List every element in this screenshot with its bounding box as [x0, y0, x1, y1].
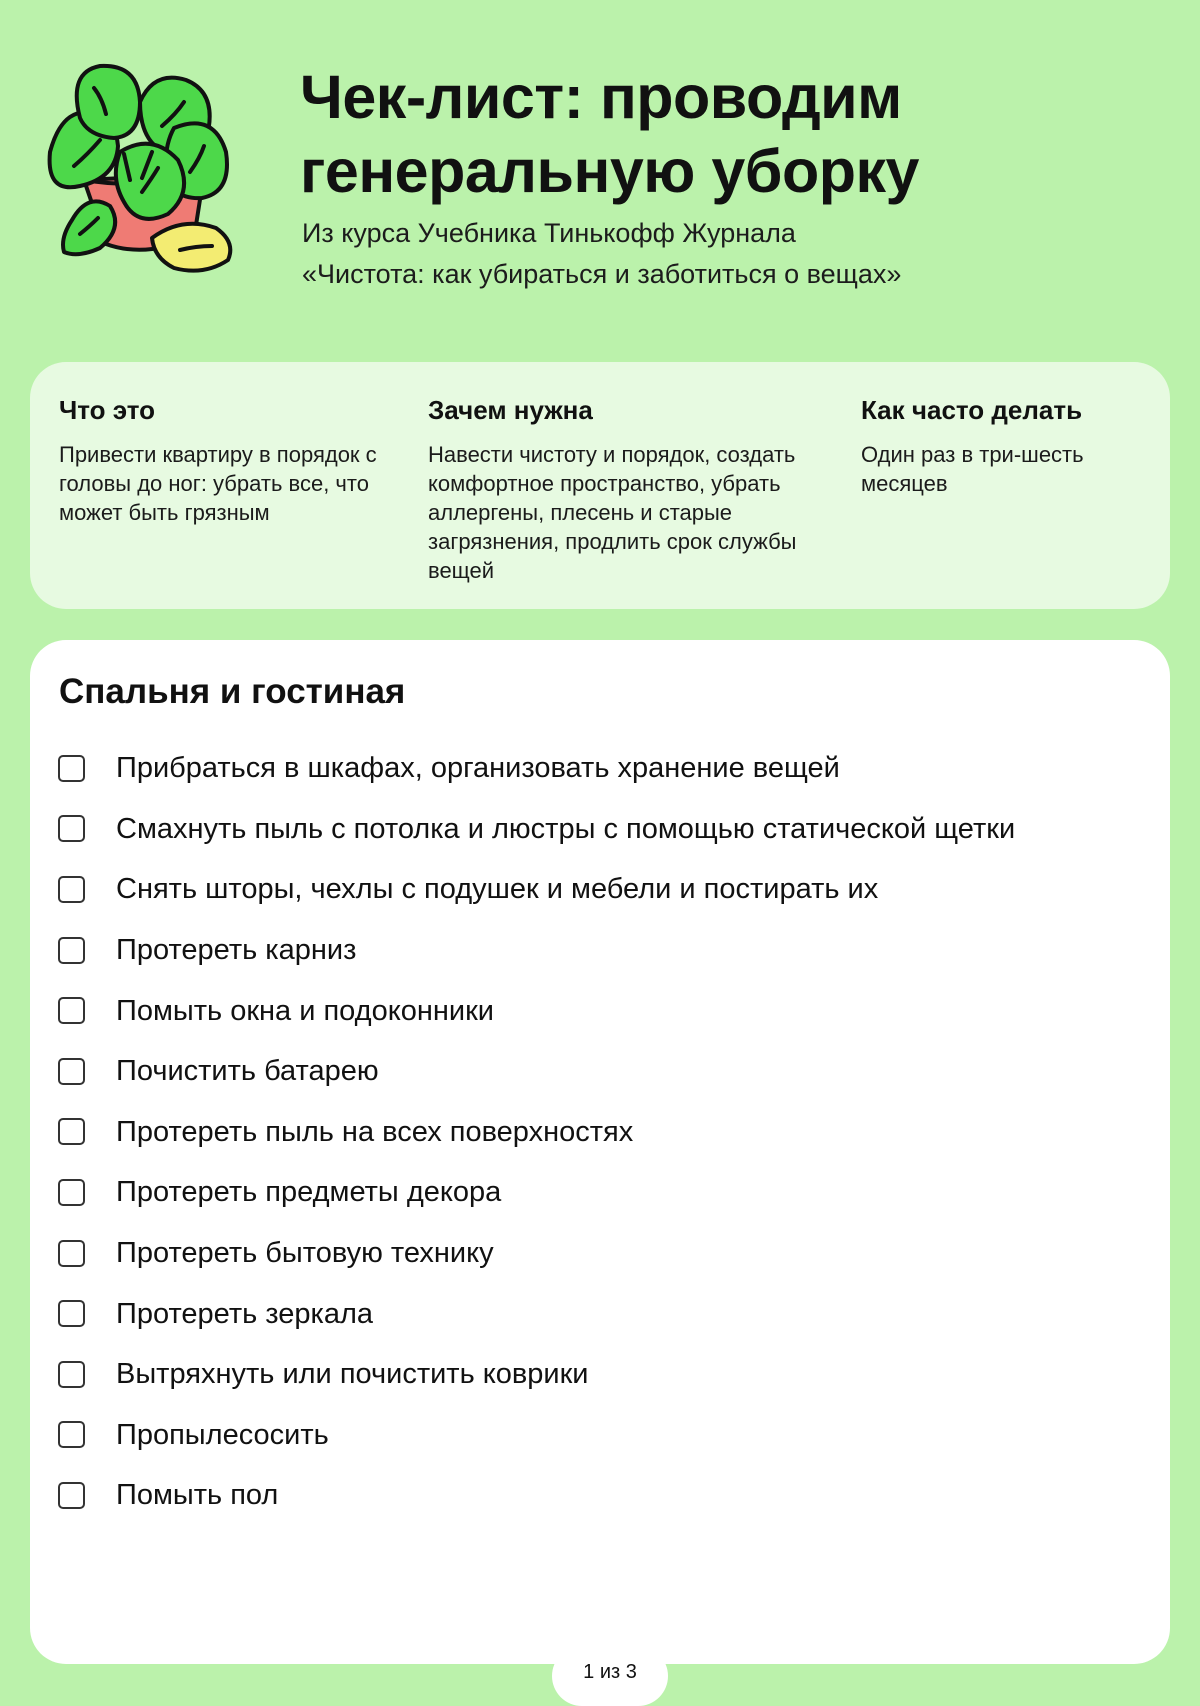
info-how-often-heading: Как часто делать — [861, 395, 1083, 425]
checklist-item — [58, 859, 1015, 920]
checklist-item — [58, 1102, 1015, 1163]
checkbox[interactable] — [58, 1240, 85, 1267]
checklist-item-label: Прибраться в шкафах, организовать хранение вещей — [116, 752, 840, 785]
page-title: Чек-лист: проводим генеральную уборку — [300, 63, 919, 205]
checklist-item-label: Протереть зеркала — [116, 1297, 374, 1330]
subtitle — [302, 213, 1162, 295]
checklist-item — [58, 1162, 1015, 1223]
info-how-often — [861, 394, 1151, 498]
info-what — [59, 394, 389, 527]
checkbox[interactable] — [58, 997, 85, 1024]
checklist-item-label: Протереть бытовую технику — [116, 1237, 494, 1270]
checklist-item — [58, 1041, 1015, 1102]
checkbox[interactable] — [58, 937, 85, 964]
checklist-item-label: Смахнуть пыль с потолка и люстры с помощью статической щетки — [116, 812, 1016, 845]
checkbox[interactable] — [58, 1361, 85, 1388]
checklist-item-label: Протереть пыль на всех поверхностях — [116, 1115, 634, 1148]
checklist-card — [30, 640, 1170, 1664]
potted-plant-icon — [44, 62, 254, 294]
info-card — [30, 362, 1170, 609]
checkbox[interactable] — [58, 1179, 85, 1206]
checklist-item — [58, 920, 1015, 981]
checklist-item-label: Помыть пол — [116, 1479, 279, 1512]
info-why — [428, 394, 828, 585]
checklist-item-label: Помыть окна и подоконники — [116, 994, 494, 1027]
page-indicator: 1 из 3 — [583, 1661, 637, 1683]
checkbox[interactable] — [58, 1118, 85, 1145]
checklist-item-label: Почистить батарею — [116, 1055, 379, 1088]
checklist-item — [58, 738, 1015, 799]
checklist-item — [58, 799, 1015, 860]
subtitle-course-name: «Чистота: как убираться и заботиться о вещах» — [302, 259, 902, 289]
checklist-item — [58, 1405, 1015, 1466]
checklist-item — [58, 980, 1015, 1041]
checklist-item-label: Протереть карниз — [116, 934, 357, 967]
checkbox[interactable] — [58, 1058, 85, 1085]
checklist-item-label: Пропылесосить — [116, 1418, 329, 1451]
info-what-text: Привести квартиру в порядок с головы до ног: убрать все, что может быть грязным — [59, 442, 377, 525]
info-why-text: Навести чистоту и порядок, создать комфортное пространство, убрать аллергены, плесень и старые загрязнения, продлить срок службы вещей — [428, 442, 797, 583]
checklist-item — [58, 1465, 1015, 1526]
info-how-often-text: Один раз в три-шесть месяцев — [861, 442, 1084, 496]
checklist-item-label: Вытряхнуть или почистить коврики — [116, 1358, 589, 1391]
checklist-item — [58, 1344, 1015, 1405]
section-title: Спальня и гостиная — [59, 672, 406, 711]
checklist-item — [58, 1223, 1015, 1284]
checkbox[interactable] — [58, 1300, 85, 1327]
checkbox[interactable] — [58, 815, 85, 842]
checkbox[interactable] — [58, 1421, 85, 1448]
checkbox[interactable] — [58, 755, 85, 782]
checklist — [58, 738, 1015, 1526]
checklist-item-label: Снять шторы, чехлы с подушек и мебели и постирать их — [116, 873, 879, 906]
subtitle-course-line: Из курса Учебника Тинькофф Журнала — [302, 218, 796, 248]
checkbox[interactable] — [58, 876, 85, 903]
checklist-item — [58, 1283, 1015, 1344]
info-what-heading: Что это — [59, 395, 156, 425]
info-why-heading: Зачем нужна — [428, 395, 593, 425]
checklist-item-label: Протереть предметы декора — [116, 1176, 502, 1209]
checkbox[interactable] — [58, 1482, 85, 1509]
